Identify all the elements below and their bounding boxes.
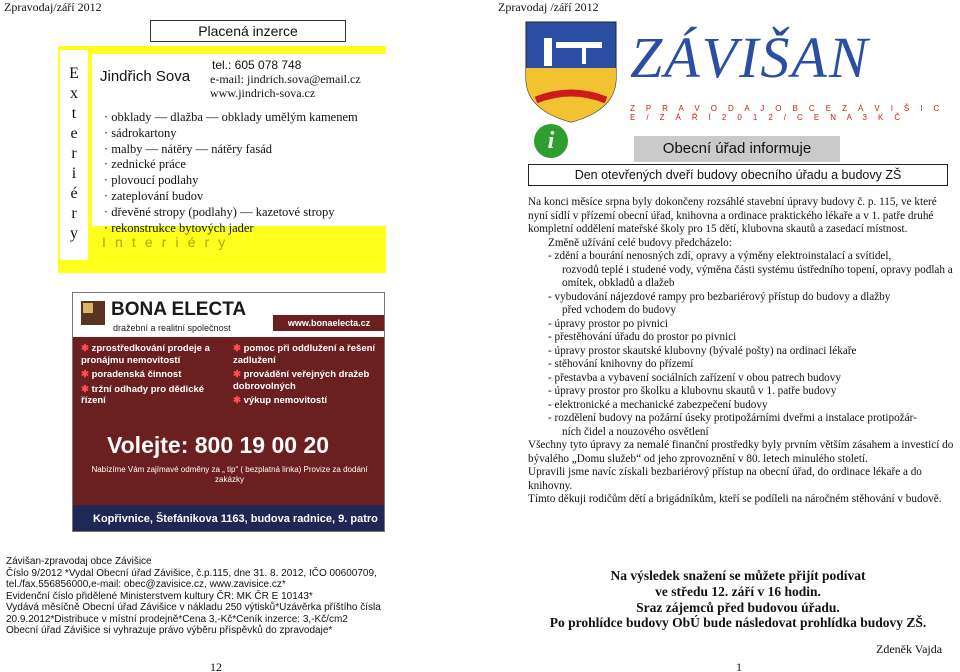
- ad-section-title: Placená inzerce: [150, 20, 346, 42]
- highlight-line: Sraz zájemců před budovou úřadu.: [636, 599, 840, 615]
- star-icon: ✱: [233, 343, 244, 354]
- service-item: · rekonstrukce bytových jader: [104, 220, 254, 235]
- closing-paragraph: Tímto děkuji rodičům dětí a brigádníkům, kteří se podíleli na náročném stěhování v budově.: [528, 493, 942, 505]
- bona-service-text: výkup nemovitostí: [243, 395, 328, 406]
- change-item: - zdění a bourání nenosných zdí, opravy a výměny elektroinstalací a svítidel,: [548, 250, 892, 262]
- vertical-letter: x: [70, 85, 78, 102]
- masthead-title: ZÁVIŠAN: [630, 25, 870, 90]
- bona-service-text: tržní odhady pro dědické řízení: [81, 383, 205, 406]
- vertical-letter: r: [71, 145, 77, 162]
- imprint-line: Evidenční číslo přidělené Ministerstvem kultury ČR: MK ČR E 10143*: [6, 590, 313, 602]
- bona-service-item: [81, 343, 221, 366]
- bona-service-text: zprostředkování prodeje a pronájmu nemovitostí: [81, 343, 210, 366]
- bona-service-text: provádění veřejných dražeb dobrovolných: [233, 369, 370, 392]
- article-body: [528, 196, 954, 507]
- imprint-line: Číslo 9/2012 *Vydal Obecní úřad Závišice, č.p.115, dne 31. 8. 2012, IČO 00600709,: [6, 567, 377, 579]
- bona-service-item: [233, 343, 381, 366]
- bona-service-item: [233, 395, 381, 407]
- imprint-line: Závišan-zpravodaj obce Závišice: [6, 556, 152, 567]
- service-item: · obklady — dlažba — obklady umělým kamenem: [104, 110, 358, 124]
- vertical-letter: t: [71, 105, 77, 122]
- page-number-right: 1: [736, 660, 742, 672]
- bona-services-left: [81, 343, 221, 410]
- bona-service-item: [81, 369, 221, 381]
- star-icon: ✱: [233, 369, 244, 380]
- coat-of-arms-icon: [522, 18, 620, 124]
- bona-logo-accent: [83, 303, 93, 313]
- changes-list: [528, 250, 954, 439]
- ad-interiery: I n t e r i é r y: [102, 234, 228, 250]
- vertical-letter: E: [69, 65, 79, 82]
- bona-services-right: [233, 343, 381, 410]
- vertical-letter: r: [71, 205, 77, 222]
- bona-tagline: dražební a realitní společnost: [113, 323, 231, 333]
- star-icon: ✱: [81, 369, 92, 380]
- service-item: · zateplování budov: [104, 188, 204, 203]
- service-item: · malby — nátěry — nátěry fasád: [104, 141, 272, 156]
- bona-address: Kopřivnice, Štefánikova 1163, budova radnice, 9. patro: [73, 505, 385, 532]
- imprint-line: Obecní úřad Závišice si vyhrazuje právo výběru příspěvků do zpravodaje*: [6, 625, 333, 636]
- service-item: · zednické práce: [104, 157, 186, 172]
- star-icon: ✱: [233, 395, 244, 406]
- signature: Zdeněk Vajda: [876, 642, 943, 656]
- ad-services-list: [104, 110, 358, 236]
- change-item: - rozdělení budovy na požární úseky protipožárními dveřmi a instalace protipožár-: [548, 412, 917, 424]
- vertical-letter: é: [70, 185, 78, 202]
- highlight-line: Na výsledek snažení se můžete přijít podívat: [610, 568, 866, 583]
- vertical-exteriery: [60, 50, 88, 260]
- change-item: - přestavba a vybavení sociálních zařízení v obou patrech budovy: [548, 371, 841, 384]
- highlight-line: Po prohlídce budovy ObÚ bude následovat prohlídka budovy ZŠ.: [549, 615, 927, 631]
- change-item-continuation: před vchodem do budovy: [562, 304, 677, 316]
- imprint-line: 20.9.2012*Distribuce v místní prodejně*Cena 3,-Kč*Ceník inzerce: 3,-Kč/cm2: [6, 613, 348, 625]
- bona-electa-banner: [72, 292, 385, 532]
- service-item: · plovoucí podlahy: [104, 173, 199, 188]
- ad-web: www.jindrich-sova.cz: [210, 86, 316, 100]
- section-title: Den otevřených dveří budovy obecního úřadu a budovy ZŠ: [528, 164, 948, 186]
- changes-intro: Změně užívání celé budovy předcházelo:: [548, 236, 732, 249]
- change-item: - úpravy prostor skautské klubovny (bývalé pošty) na ordinaci lékaře: [548, 344, 857, 357]
- bona-service-item: [233, 369, 381, 392]
- bona-services: [73, 337, 385, 427]
- change-item-continuation: rozvodů teplé i studené vody, výměna části systému ústředního topení, opravy podlah a omítek, obkladů a dlažeb: [562, 263, 953, 289]
- bona-service-text: poradenská činnost: [91, 369, 182, 380]
- page-number-left: 12: [210, 660, 222, 672]
- star-icon: ✱: [81, 343, 92, 354]
- change-item: - elektronické a mechanické zabezpečení budovy: [548, 398, 768, 411]
- change-item-continuation: ních čidel a nouzového osvětlení: [562, 425, 709, 438]
- bona-service-item: [81, 384, 221, 407]
- service-item: · dřevěné stropy (podlahy) — kazetové stropy: [104, 204, 335, 219]
- star-icon: ✱: [81, 383, 92, 395]
- bona-name: BONA ELECTA: [111, 299, 247, 320]
- article-intro: Na konci měsíce srpna byly dokončeny rozsáhlé stavební úpravy budovy č. p. 115, ve které nyní sídlí v přízemí obecní úřad, knihovna a ordinace praktického lékaře a v 1. patře druhé kompletní oddělení mateřské školy pro 15 dětí, klubovna skautů a zasedací místnost.: [528, 196, 937, 235]
- bona-call: Volejte: 800 19 00 20: [73, 427, 385, 463]
- bona-note: Nabízíme Vám zajímavé odměny za „ tip“ ( bezplatná linka) Provize za dodání zakázky: [73, 463, 385, 505]
- imprint-line: Vydává měsíčně Obecní úřad Závišice v nákladu 250 výtisků*Uzávěrka příštího čísla: [6, 602, 381, 613]
- bona-service-text: pomoc při oddlužení a řešení zadlužení: [233, 343, 376, 366]
- masthead-subline: Z P R A V O D A J O B C E Z Á V I Š I C E / Z Á Ř Í 2 0 1 2 / C E N A 3 K Č: [630, 104, 944, 122]
- imprint-line: tel./fax.556856000,e-mail: obec@zavisice.cz, www.zavisice.cz*: [6, 579, 286, 590]
- office-title: Obecní úřad informuje: [634, 136, 840, 162]
- vertical-letter: y: [70, 225, 78, 242]
- vertical-letter: e: [70, 125, 78, 142]
- bona-web: www.bonaelecta.cz: [273, 315, 385, 331]
- ad-contact: [210, 58, 361, 100]
- change-item: - úpravy prostor po pivnici: [548, 317, 668, 330]
- ad-email: e-mail: jindrich.sova@email.cz: [210, 72, 361, 86]
- closing-paragraph: Všechny tyto úpravy za nemalé finanční prostředky byly prvním větším zásahem a investicí do bývalého „Domu služeb“ od jeho zprovoznění v 80. letech minulého století.: [528, 439, 954, 465]
- imprint: [6, 556, 406, 637]
- change-item: - vybudování nájezdové rampy pro bezbariérový přístup do budovy a dlažby: [548, 290, 891, 303]
- service-item: · sádrokartony: [104, 125, 177, 140]
- running-header-right: Zpravodaj /září 2012: [498, 0, 599, 14]
- advertiser-name: Jindřich Sova: [100, 68, 191, 85]
- article-closing: [528, 439, 954, 507]
- change-item: - stěhování knihovny do přízemí: [548, 358, 694, 370]
- info-icon: i: [534, 124, 568, 158]
- highlight-line: ve středu 12. září v 16 hodin.: [655, 583, 821, 599]
- invitation-highlight: [528, 568, 948, 631]
- change-item: - přestěhování úřadu do prostor po pivnici: [548, 331, 737, 343]
- running-header-left: Zpravodaj/září 2012: [4, 0, 102, 14]
- closing-paragraph: Upravili jsme navíc získali bezbariérový přístup na obecní úřad, do ordinace lékaře a do knihovny.: [528, 466, 922, 492]
- ad-phone: tel.: 605 078 748: [212, 58, 302, 72]
- change-item: - úpravy prostor pro školku a klubovnu skautů v 1. patře budovy: [548, 385, 837, 397]
- vertical-letter: i: [71, 165, 77, 182]
